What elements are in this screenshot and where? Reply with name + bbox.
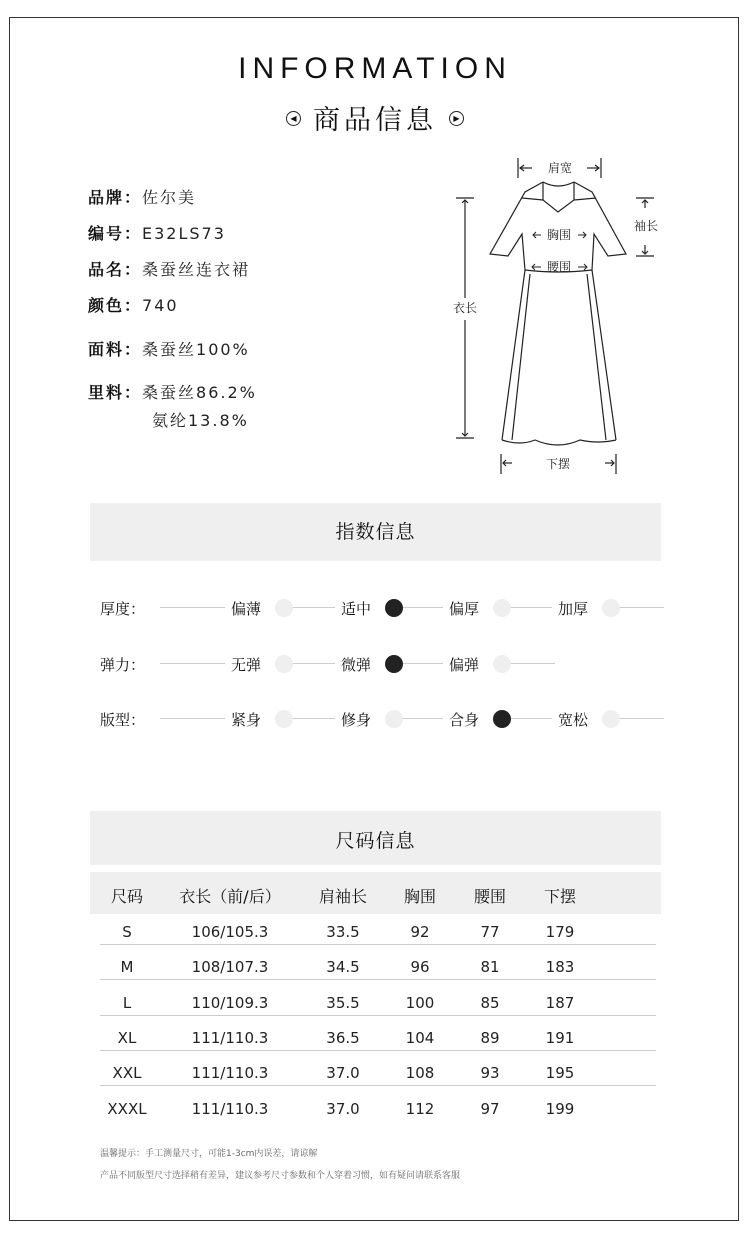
- size-cell: 112: [405, 1099, 435, 1118]
- size-cell: L: [122, 993, 132, 1012]
- label-chest: 胸围: [546, 228, 572, 242]
- label-shoulder: 肩宽: [547, 161, 573, 175]
- size-cell: 85: [480, 993, 500, 1012]
- size-cell: XXXL: [107, 1099, 147, 1118]
- info-value: 佐尔美: [142, 188, 197, 207]
- info-key: 里料：: [88, 383, 143, 402]
- index-dot: [275, 599, 293, 617]
- size-header-cell: 下摆: [543, 887, 577, 906]
- size-row-divider: [100, 1015, 656, 1016]
- size-header-cell: 肩袖长: [318, 887, 368, 906]
- left-arrow-icon: ◀: [286, 111, 301, 126]
- index-option: 宽松: [558, 711, 589, 729]
- size-cell: 96: [410, 958, 430, 977]
- size-cell: 111/110.3: [191, 1064, 269, 1083]
- size-cell: 77: [480, 923, 500, 941]
- info-color: [88, 293, 179, 316]
- label-waist: 腰围: [546, 260, 572, 274]
- info-lining: [88, 380, 257, 403]
- info-value: 桑蚕丝100%: [142, 340, 250, 359]
- info-fabric: [88, 337, 250, 360]
- title-chinese-text: 商品信息: [313, 105, 437, 136]
- size-cell: 191: [545, 1028, 575, 1047]
- index-option: 偏厚: [449, 600, 480, 618]
- index-banner: 指数信息: [90, 503, 661, 561]
- index-dot: [602, 599, 620, 617]
- size-cell: 81: [480, 958, 500, 977]
- size-cell: 179: [545, 923, 575, 941]
- info-key: 面料：: [88, 340, 143, 359]
- size-cell: 111/110.3: [191, 1099, 269, 1118]
- size-cell: XXL: [112, 1064, 142, 1083]
- size-cell: 35.5: [326, 993, 360, 1012]
- index-option: 修身: [341, 711, 372, 729]
- index-option: 偏薄: [231, 600, 262, 618]
- index-dot: [275, 710, 293, 728]
- note-2: 产品不同版型尺寸选择稍有差异，建议参考尺寸参数和个人穿着习惯，如有疑问请联系客服: [100, 1171, 461, 1181]
- info-key: 编号：: [88, 224, 143, 243]
- size-cell: XL: [117, 1028, 137, 1047]
- size-cell: M: [120, 958, 134, 977]
- index-option: 加厚: [558, 600, 589, 618]
- size-cell: 89: [480, 1028, 500, 1047]
- size-cell: 92: [410, 923, 430, 941]
- title-english: INFORMATION: [238, 52, 512, 85]
- size-cell: 195: [545, 1064, 575, 1083]
- size-header-cell: 腰围: [473, 887, 507, 906]
- size-cell: 100: [405, 993, 435, 1012]
- size-row-divider: [100, 979, 656, 980]
- size-cell: 34.5: [326, 958, 360, 977]
- size-banner: 尺码信息: [90, 811, 661, 865]
- note-1: 温馨提示：手工测量尺寸，可能1-3cm内误差，请谅解: [100, 1149, 318, 1159]
- index-dot: [385, 710, 403, 728]
- size-cell: 187: [545, 993, 575, 1012]
- info-name: [88, 257, 250, 280]
- index-dot: [275, 655, 293, 673]
- index-option: 偏弹: [449, 656, 480, 674]
- index-dot: [493, 599, 511, 617]
- info-key: 颜色：: [88, 296, 143, 315]
- info-key: 品牌：: [88, 188, 143, 207]
- index-option: 无弹: [231, 656, 262, 674]
- index-dot: [493, 655, 511, 673]
- size-cell: 183: [545, 958, 575, 977]
- size-cell: 37.0: [326, 1099, 360, 1118]
- size-cell: 199: [545, 1099, 575, 1118]
- size-header-cell: 尺码: [110, 887, 144, 906]
- size-cell: 111/110.3: [191, 1028, 269, 1047]
- info-value: E32LS73: [142, 224, 226, 243]
- info-brand: [88, 185, 196, 208]
- info-code: [88, 221, 226, 244]
- info-value: 桑蚕丝86.2%: [142, 383, 257, 402]
- size-cell: S: [122, 923, 132, 941]
- size-header-cell: 胸围: [403, 887, 437, 906]
- title-chinese: [0, 98, 750, 137]
- index-label: 版型：: [100, 711, 146, 729]
- dress-diagram: [440, 150, 680, 490]
- size-cell: 36.5: [326, 1028, 360, 1047]
- info-lining-2: [152, 408, 249, 431]
- size-cell: 33.5: [326, 923, 360, 941]
- size-cell: 108: [405, 1064, 435, 1083]
- index-label: 弹力：: [100, 656, 146, 674]
- right-arrow-icon: ▶: [449, 111, 464, 126]
- size-cell: 106/105.3: [191, 923, 269, 941]
- info-value: 740: [142, 296, 179, 315]
- index-option: 合身: [449, 711, 480, 729]
- size-cell: 108/107.3: [191, 958, 269, 977]
- index-option: 微弹: [341, 656, 372, 674]
- index-option: 适中: [341, 600, 372, 618]
- size-row-divider: [100, 1050, 656, 1051]
- label-hem: 下摆: [545, 457, 571, 471]
- size-row-divider: [100, 1085, 656, 1086]
- info-value: 桑蚕丝连衣裙: [142, 260, 251, 279]
- size-row-divider: [100, 944, 656, 945]
- index-option: 紧身: [231, 711, 262, 729]
- label-length: 衣长: [452, 301, 478, 315]
- size-header-cell: 衣长（前/后）: [179, 887, 281, 906]
- size-row-end: [100, 1121, 656, 1122]
- size-cell: 93: [480, 1064, 500, 1083]
- label-sleeve: 袖长: [633, 219, 659, 233]
- info-value: 氨纶13.8%: [152, 411, 249, 430]
- index-dot: [602, 710, 620, 728]
- size-cell: 97: [480, 1099, 500, 1118]
- index-dot-selected: [493, 710, 511, 728]
- index-dot-selected: [385, 655, 403, 673]
- index-label: 厚度：: [100, 600, 146, 618]
- size-cell: 110/109.3: [191, 993, 269, 1012]
- size-cell: 37.0: [326, 1064, 360, 1083]
- info-key: 品名：: [88, 260, 143, 279]
- index-dot-selected: [385, 599, 403, 617]
- size-cell: 104: [405, 1028, 435, 1047]
